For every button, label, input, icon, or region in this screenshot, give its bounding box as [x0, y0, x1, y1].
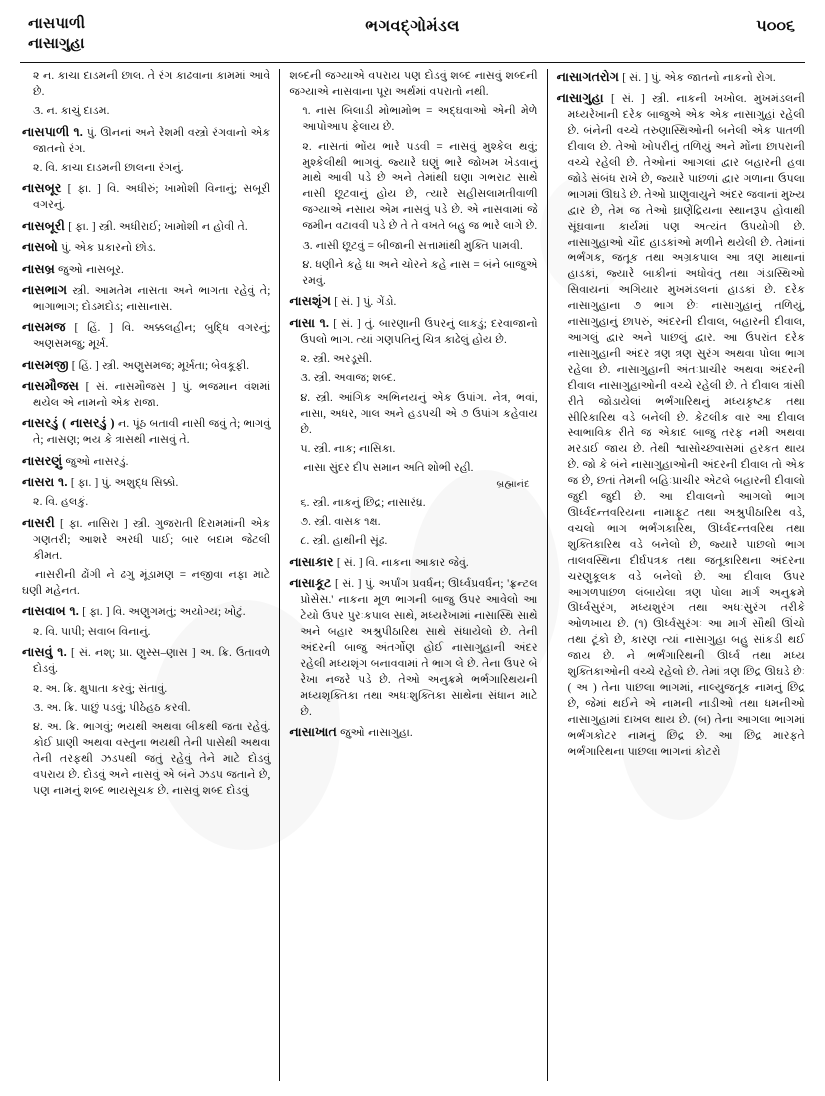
- dictionary-entry: [289, 554, 537, 572]
- entry-headword: નાસબૂરી: [22, 218, 66, 233]
- dictionary-entry: [557, 69, 805, 87]
- entry-headword: નાસાગતરોગ: [556, 70, 620, 84]
- entry-sense: ૭. સ્ત્રી. વાસક ૧ક્ષ.: [300, 516, 381, 529]
- dictionary-entry: [22, 415, 270, 449]
- page-number: ૫૦૦૬: [756, 18, 795, 35]
- entry-definition: જુઓ નાસરડું.: [62, 455, 129, 468]
- entry-headword: નાસરડું ( નાસરડું ): [22, 416, 115, 431]
- guide-word-last: નાસાગુહા: [28, 36, 85, 53]
- dictionary-entry: [22, 180, 270, 214]
- columns-container: [18, 69, 807, 1081]
- dictionary-entry: [22, 239, 270, 257]
- entry-sense: ૪. સ્ત્રી. આંગિક અભિનયનું એક ઉપાંગ. નેત્ર, ભવાં, નાસા, અધર, ગાલ અને હડપચી એ ૭ ઉપાંગ કહેવાય છે.: [300, 391, 538, 436]
- dictionary-entry: [22, 319, 270, 353]
- guide-word-first: નાસપાળી: [28, 16, 86, 32]
- continued-text: શબ્દની જગ્યાએ વપરાય પણ દોડવું શબ્દ નાસવું શબ્દની જગ્યાએ નાસવાના પૂરા અર્થમાં વપરાતો નથી.: [289, 70, 538, 98]
- text-column-1: [18, 69, 279, 1081]
- entry-paragraph: નાસરીની ઢોંગી ને ઢગુ મૂંડામણ = નજીવા નફા માટે ઘણી મહેનત.: [22, 569, 271, 597]
- entry-definition: [ સં. નશ્; પ્રા. ણુસ્સ–ણાસ ] અ. ક્રિ. ઉતાવળે દોડવું.: [33, 647, 271, 676]
- entry-sense: ૨. સ્ત્રી. અરડૂસી.: [300, 353, 372, 365]
- book-title: ભગવદ્ગોમંડલ: [365, 18, 460, 35]
- entry-headword: નાસરી: [22, 515, 55, 530]
- entry-definition: પું. એક પ્રકારનો છોડ.: [57, 242, 156, 255]
- entry-definition: પું. ઊનનાં અને રેશમી વસ્ત્રો રંગવાનો એક જાતનો રંગ.: [33, 126, 271, 155]
- entry-headword: નાસા ૧.: [289, 315, 330, 330]
- entry-headword: નાસભાગ: [22, 282, 68, 297]
- entry-definition: [ સં. નાસમૌજસ ] પું. ભજમાન વંશમાં થયેલ એ નામનો એક રાજા.: [33, 381, 271, 409]
- dictionary-entry: [22, 261, 270, 279]
- entry-sense: ૩. ન. કાચું દાડમ.: [33, 105, 110, 118]
- entry-definition: [ ફા. નાસિરા ] સ્ત્રી. ગુજરાતી દિરામમાંની એક ગણતરી; આશરે અરધી પાઈ; બાર બદામ જેટલી કીમત.: [33, 517, 271, 562]
- entry-headword: નાસબૂર: [22, 181, 62, 196]
- entry-definition: જુઓ નાસબૂર.: [54, 263, 124, 276]
- entry-quotation: નાસા સુંદર દીપ સમાન અતિ શોભી રહી.: [303, 462, 474, 475]
- entry-idiom: ૨. નાસતાં ભોંય ભારે પડવી = નાસવું મુશ્કેલ થવું; મુશ્કેલીથી ભાગવું. જ્યારે ઘણું ભારે જોખમ ખેડવાનું માથે આવી પડે છે અને તેમાંથી ઘણા ગભરાટ સાથે નાસી છૂટવાનું હોય છે, ત્યારે સહીસલામતીવાળી જગ્યાએ નસાય એમ નાસવું પડે છે. એ નાસવામાં જે જમીન વટાવવી પડે છે તે તે વખતે બહુ જ ભારે લાગે છે.: [302, 140, 538, 233]
- entry-headword: નાસબો: [22, 240, 58, 255]
- entry-sense: ૪. અ. ક્રિ. ભાગવું; ભયથી અથવા બીકથી જતા રહેવું. કોઈ પ્રાણી અથવા વસ્તુના ભયથી તેની પાસેથી અથવા તેની તરફથી ઝડપથી જતું રહેવું તેને માટે દોડવું વપરાય છે. દોડવું અને નાસવું એ બંને ઝડપ જતાને છે, પણ નામનું શબ્દ ભાયસૂચક છે. નાસવું શબ્દ દોડવું: [33, 721, 271, 797]
- entry-definition: [ ફા. ] વિ. અધીરું; ખામોશી વિનાનું; સબૂરી વગરનું.: [33, 183, 271, 212]
- entry-sense: ૫. સ્ત્રી. નાક; નાસિકા.: [300, 443, 396, 456]
- entry-definition: [ ફા. ] વિ. અણુગમતું; અયોગ્ય; ખોટું.: [79, 606, 246, 619]
- entry-definition: [ હિં. ] સ્ત્રી. અણુસમજ; મૂર્ખતા; બેવકૂફી.: [68, 359, 250, 372]
- dictionary-entry: [22, 378, 270, 412]
- entry-definition: [ ફા. ] સ્ત્રી. અધીરાઈ; ખામોશી ન હોવી તે.: [65, 220, 248, 233]
- entry-sense: ૨. વિ. કાચા દાડમની છાલના રંગનું.: [33, 162, 184, 175]
- dictionary-entry: [289, 724, 537, 742]
- entry-definition: [ સં. ] પું. ગેંડો.: [331, 296, 397, 309]
- entry-definition: સ્ત્રી. આમતેમ નાસતા અને ભાગતા રહેવું તે; ભાગાભાગ; દોડમદોડ; નાસાનાસ.: [33, 284, 271, 313]
- text-column-2: [280, 69, 546, 1081]
- dictionary-entry: [22, 357, 270, 375]
- entry-headword: નાસમજ: [22, 320, 66, 335]
- entry-definition: ન. પૂંઠ બતાવી નાસી જવું તે; ભાગવું તે; નાસણ; ભય કે ત્રાસથી નાસવું તે.: [33, 418, 271, 447]
- text-column-3: [548, 69, 807, 1081]
- entry-sense: ૬. સ્ત્રી. નાકનું છિદ્ર; નાસારંધ્ર.: [300, 496, 426, 509]
- entry-definition: [ સં. ] પું. અર્પાંગ પ્રવર્ધન; ઊર્ધ્વપ્રવર્ધન; 'ફ્રન્ટલ પ્રોસેસ.' નાકના મૂળ ભાગની બાજુ ઉપર આવેલો આ ટેયો ઉપર પુરઃકપાલ સાથે, મધ્યરેખામાં નાસાસ્થિ સાથે અને બહાર અશ્રુપીઠારિથ સાથે સંધાયેલો છે. તેની અંદરની બાજુ અંતર્ગોણ હોઈ નાસાગુહાની અંદર રહેલી મધ્યશૃંગ બનાવવામાં તે ભાગ લે છે. તેના ઉપર બે રેખા નજરે પડે છે. તેઓ અનુક્રમે ભર્ભગારિથયની મધ્યશૃક્તિકા તથા અધઃશુક્તિકા સાથેના સંધાન માટે છે.: [300, 578, 538, 718]
- running-head: [18, 14, 807, 60]
- entry-headword: નાસાકાર: [289, 554, 334, 569]
- entry-sense: ૮. સ્ત્રી. હાથીની સૂંઢ.: [300, 535, 388, 548]
- dictionary-entry: [22, 218, 270, 236]
- entry-definition: [ સં. ] સ્ત્રી. નાકની ખખોલ. મુખમંડલની મધ્યરેખાની દરેક બાજુએ એક એક નાસાગુહાં રહેલી છે. બંનેની વચ્ચે તરુણાસ્થિઓની બનેલી એક પાતળી દીવાલ છે. તેઓ ખોપરીનું તળિયું અને મોંના છાપરાની વચ્ચે રહેલી છે. તેઓનાં આગલાં દ્વાર બહારની હવા જોડે સંબંધ રાખે છે, જ્યારે પાછળાં દ્વાર ગળાના ઉપલા ભાગમાં ઊઘડે છે. તેઓ પ્રાણુવાયુને અંદર જવાનાં મુખ્ય દ્વાર છે, તેમ જ તેઓ ઘ્રાણેંદ્રિયના સ્થાનરૂપ હોવાથી સૂંઘવાના કાર્યમાં પણ અત્યંત ઉપયોગી છે. નાસાગુહાઓ ચૌદ હાડકાંઓ મળીને થયેલી છે. તેમાંનાં ભર્ભંગક, જતૂક તથા અગ્રકપાલ આ ત્રણ માથાનાં હાડકાં, જ્યારે બાકીનાં અધોવંતુ તથા ગંડાસ્થિઓ સિવાયનાં અગિયાર મુખમંડલનાં હાડકાં છે. દરેક નાસાગુહાના ૭ ભાગ છેઃ નાસાગુહાનું તળિયું, નાસાગુહાનું છાપરું, અંદરની દીવાલ, બહારની દીવાલ, આગલું દ્વાર અને પાછલું દ્વાર. આ ઉપરાંત દરેક નાસાગુહાની અંદર ત્રણ ત્રણ સુરંગ અથવા પોલા ભાગ રહેલા છે. નાસાગુહાની અંતઃપ્રાચીર અથવા અંદરની દીવાલ નાસાગુહાઓની વચ્ચે રહેલી છે. તે દીવાલ ત્રાંસી રીતે જોડાયેલાં ભર્ભંગારિથનું મધ્યકૃષ્ટક તથા સીરિકારિથ વડે બનેલી છે. કેટલીક વાર આ દીવાલ સ્વાભાવિક રીતે જ એકાદ બાજુ તરફ નમી અથવા મરડાઈ જાય છે. તેથી શ્વાસોચ્છ્વાસમાં હરકત થાય છે. જો કે બંને નાસાગુહાઓની અંદરની દીવાલ તો એક જ છે, છતાં તેમની બહિઃપ્રાચીર એટલે બહારની દીવાલો જુદી જુદી છે. આ દીવાલનો આગલો ભાગ ઊર્ધ્વદન્તવરિયના નામાફૂટ તથા અશ્રુપીઠારિથ વડે, વચલો ભાગ ભર્ભંગકારિથ, ઊર્ધ્વદન્તવરિથ તથા શુક્તિકારિથ વડે બનેલો છે, જ્યારે પાછલો ભાગ તાલવસ્થિના દીર્ઘપત્રક તથા જતૂકારિથના અંદરના ચરણુકૂલક વડે બનેલો છે. આ દીવાલ ઉપર આગળપાછળ લંબાયેલા ત્રણ પોલા માર્ગ અનુક્રમે ઊર્ધ્વસુરંગ, મધ્યશુરંગ તથા અધઃસુરંગ તરીકે ઓળખાય છે. (૧) ઊર્ધ્વસુરંગઃ આ માર્ગ સૌથી ઊંચો તથા ટૂંકો છે, કારણ ત્યાં નાસાગુહા બહુ સાંકડી થઈ જાય છે. ને ભર્ભંગારિથની ઊર્ધ્વ તથા મધ્ય શુક્તિકાઓની વચ્ચે રહેલો છે. તેમાં ત્રણ છિદ્ર ઊઘડે છેઃ ( અ ) તેના પાછલા ભાગમાં, નાલ્યુજતૂક નામનું છિદ્ર છે, જેમાં થઈને એ નામની નાડીઓ તથા ધમનીઓ નાસાગુહામાં દાખલ થાય છે. (બ) તેના આગલા ભાગમાં ભર્ભંગકોટર નામનું છિદ્ર છે. આ છિદ્ર મારફતે ભર્ભંગારિથના પાછલા ભાગનાં કોટરો: [567, 93, 805, 758]
- entry-sense: ૩. સ્ત્રી. અવાજ; શબ્દ.: [300, 372, 396, 385]
- entry-headword: નાસશૃંગ: [289, 294, 332, 309]
- entry-idiom: ૩. નાસી છૂટવું = બીજાની સત્તામાંથી મુક્તિ પામવી.: [302, 239, 523, 252]
- entry-sense: ૨. વિ. પાપી; સવાબ વિનાનું.: [33, 625, 151, 638]
- dictionary-entry: [22, 124, 270, 158]
- dictionary-entry: [289, 315, 537, 349]
- entry-definition: [ સં. ] પું. એક જાતનો નાકનો રોગ.: [619, 72, 776, 84]
- dictionary-entry: [289, 293, 537, 311]
- dictionary-entry: [557, 90, 805, 760]
- header-divider: [20, 62, 805, 63]
- entry-definition: [ હિં. ] વિ. અક્કલહીન; બુદ્ધિ વગરનું; અણસમજુ; મૂર્ખ.: [33, 322, 271, 351]
- entry-definition: [ ફા. ] પું. અશુદ્ધ સિક્કો.: [67, 477, 179, 490]
- entry-definition: જુઓ નાસાગુહા.: [336, 726, 413, 739]
- entry-definition: [ સં. ] તું. બારણાની ઉપરનું લાકડું; દરવાજાનો ઉપલો ભાગ. ત્યાં ગણપતિનું ચિત્ર કાઢેલું હોય છે.: [300, 317, 538, 346]
- entry-headword: નાસબ્ર: [22, 261, 55, 276]
- dictionary-entry: [22, 515, 270, 565]
- dictionary-entry: [22, 474, 270, 492]
- entry-sense: ૨ ન. કાચા દાડમની છાલ. તે રંગ કાઢવાના કામમાં આવે છે.: [33, 70, 271, 98]
- entry-headword: નાસાખાત: [289, 724, 337, 739]
- entry-headword: નાસરા ૧.: [22, 475, 68, 490]
- entry-idiom: ૧. નાસ બિલાડી મોભામોભ = અદ્ઘવાઓ એની મેળે આપોઆપ ફેલાય છે.: [302, 105, 538, 134]
- dictionary-entry: [22, 282, 270, 316]
- entry-sense: ૨. અ. ક્રિ. ક્ષુપાતા કરવું; સંતાવું.: [33, 682, 168, 695]
- dictionary-entry: [22, 644, 270, 678]
- entry-headword: નાસરણું: [22, 453, 63, 468]
- entry-sense: ૨. વિ. હલકું.: [33, 496, 89, 509]
- entry-headword: નાસવું ૧.: [22, 645, 67, 660]
- entry-idiom: ૪. ધણીને કહે ધા અને ચોરને કહે નાસ = બંને બાજુએ રમવું.: [302, 258, 538, 287]
- entry-headword: નાસાગુહા: [556, 91, 604, 106]
- dictionary-entry: [22, 603, 270, 621]
- entry-sense: ૩. અ. ક્રિ. પાછું પડવું; પીઠેહઠ કરવી.: [33, 701, 191, 714]
- entry-headword: નાસવાબ ૧.: [22, 604, 80, 619]
- entry-headword: નાસમજી: [22, 357, 69, 372]
- entry-definition: [ સં. ] વિ. નાકના આકાર જેવું.: [333, 556, 469, 569]
- quotation-attribution: બ્રહ્માનંદ: [496, 479, 530, 491]
- entry-headword: નાસાકૂટ: [289, 576, 332, 591]
- entry-headword: નાસમૌજસ: [22, 379, 79, 393]
- dictionary-entry: [289, 575, 537, 720]
- dictionary-entry: [22, 453, 270, 471]
- entry-headword: નાસપાળી ૧.: [22, 124, 84, 139]
